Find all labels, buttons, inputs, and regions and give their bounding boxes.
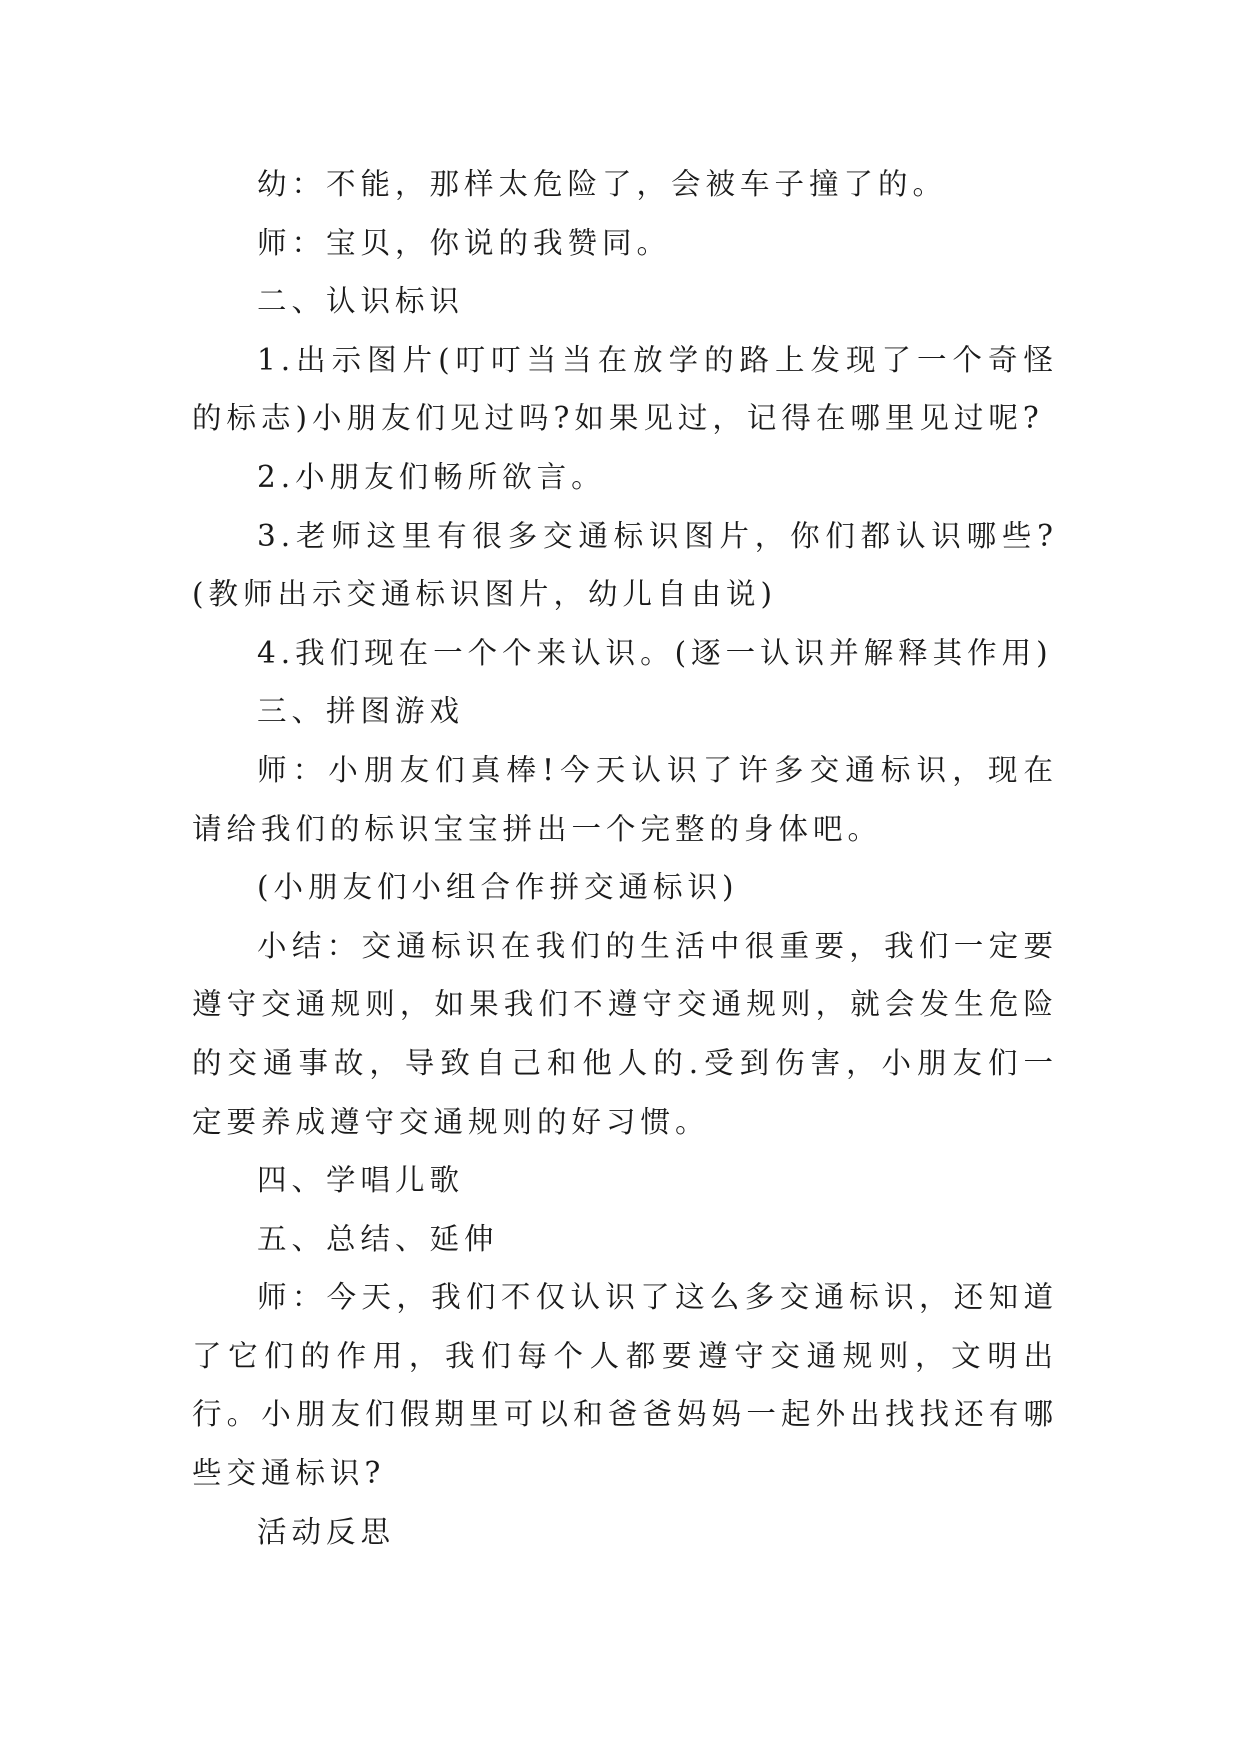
paragraph: 1.出示图片(叮叮当当在放学的路上发现了一个奇怪的标志)小朋友们见过吗?如果见过，记得在哪里见过呢? bbox=[192, 342, 1058, 436]
paragraph: 4.我们现在一个个来认识。(逐一认识并解释其作用) bbox=[257, 635, 1053, 670]
paragraph: 师：宝贝，你说的我赞同。 bbox=[257, 225, 672, 260]
section-heading: 三、拼图游戏 bbox=[257, 694, 465, 729]
document-body bbox=[192, 155, 1058, 1561]
section-heading: 五、总结、延伸 bbox=[257, 1221, 499, 1256]
paragraph: 师：今天，我们不仅认识了这么多交通标识，还知道了它们的作用，我们每个人都要遵守交通规则，文明出行。小朋友们假期里可以和爸爸妈妈一起外出找找还有哪些交通标识? bbox=[192, 1280, 1058, 1491]
section-heading: 活动反思 bbox=[257, 1514, 396, 1549]
summary-paragraph: 小结：交通标识在我们的生活中很重要，我们一定要遵守交通规则，如果我们不遵守交通规则，就会发生危险的交通事故，导致自己和他人的.受到伤害，小朋友们一定要养成遵守交通规则的好习惯。 bbox=[192, 928, 1058, 1139]
paragraph: 3.老师这里有很多交通标识图片，你们都认识哪些?(教师出示交通标识图片，幼儿自由说) bbox=[192, 518, 1058, 612]
paragraph: 师：小朋友们真棒!今天认识了许多交通标识，现在请给我们的标识宝宝拼出一个完整的身体吧。 bbox=[192, 752, 1058, 846]
section-heading: 二、认识标识 bbox=[257, 284, 465, 319]
paragraph: 幼：不能，那样太危险了，会被车子撞了的。 bbox=[257, 167, 948, 201]
paragraph: 2.小朋友们畅所欲言。 bbox=[257, 459, 606, 494]
section-heading: 四、学唱儿歌 bbox=[257, 1163, 465, 1198]
paragraph: (小朋友们小组合作拼交通标识) bbox=[257, 870, 739, 905]
